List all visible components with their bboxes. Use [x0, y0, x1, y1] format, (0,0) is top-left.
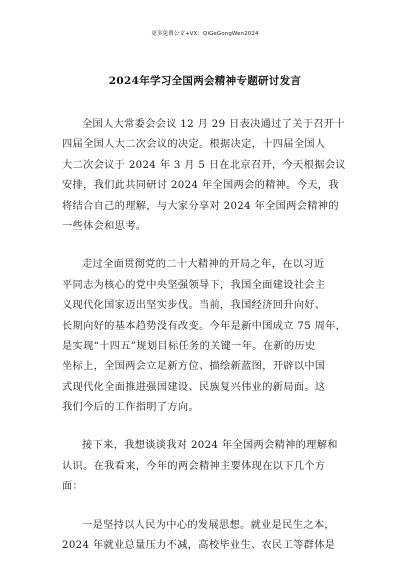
text-line: 坐标上，全国两会立足新方位、描绘新蓝图，开辟以中国 [62, 361, 326, 373]
paragraph-intro [62, 115, 352, 237]
text-line: 我们今后的工作指明了方向。 [62, 402, 199, 414]
text-line: 义现代化国家迈出坚实步伐。当前，我国经济回升向好、 [62, 300, 326, 312]
paragraph-transition [62, 436, 352, 497]
text-line: 全国人大常委会会议 12 月 29 日表决通过了关于召开十 [82, 119, 345, 130]
text-line: 是实现“十四五”规划目标任务的关键一年。在新的历史 [62, 340, 316, 352]
text-line: 一是坚持以人民为中心的发展思想。就业是民生之本， [82, 519, 335, 531]
text-line: 平同志为核心的党中央坚强领导下，我国全面建设社会主 [62, 279, 326, 291]
text-line: 2024 年就业总量压力不减，高校毕业生、农民工等群体是 [62, 540, 336, 552]
paragraph-background [62, 255, 352, 418]
paragraph-point-one [62, 516, 352, 557]
text-line: 式现代化全面推进强国建设、民族复兴伟业的新局面。这 [62, 381, 326, 393]
document-title: 2024年学习全国两会精神专题研讨发言 [108, 75, 302, 87]
header-note: 更多免费公文+VX：QiGeGongWen2024 [151, 31, 259, 37]
text-line: 走过全面贯彻党的二十大精神的开局之年，在以习近 [82, 259, 325, 271]
text-line: 长期向好的基本趋势没有改变。今年是新中国成立 75 周年， [62, 320, 347, 332]
text-line: 安排，我们此共同研讨 2024 年全国两会的精神。今天，我 [62, 180, 339, 192]
document-body [62, 115, 352, 574]
text-line: 将结合自己的理解，与大家分享对 2024 年全国两会精神的 [62, 200, 339, 212]
text-line: 认识。在我看来，今年的两会精神主要体现在以下几个方 [62, 460, 326, 472]
text-line: 接下来，我想谈谈我对 2024 年全国两会精神的理解和 [82, 440, 338, 452]
text-line: 四届全国人大二次会议的决定。根据决定，十四届全国人 [62, 139, 326, 151]
text-line: 面： [62, 481, 84, 493]
text-line: 一些体会和思考。 [62, 220, 147, 232]
text-line: 大二次会议于 2024 年 3 月 5 日在北京召开，今天根据会议 [62, 159, 346, 171]
